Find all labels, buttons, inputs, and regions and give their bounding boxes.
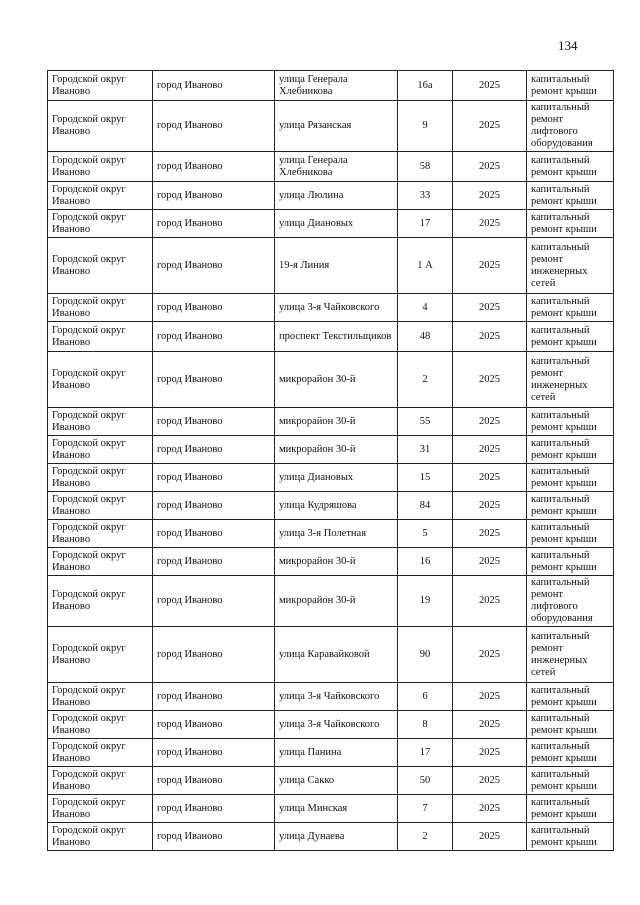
- cell-district: Городской округ Иваново: [48, 711, 153, 739]
- table-row: [48, 436, 614, 464]
- cell-work-type: капитальный ремонт крыши: [527, 408, 614, 436]
- cell-district: Городской округ Иваново: [48, 492, 153, 520]
- cell-district: Городской округ Иваново: [48, 795, 153, 823]
- cell-district: Городской округ Иваново: [48, 627, 153, 683]
- cell-street: улица Генерала Хлебникова: [275, 152, 398, 182]
- cell-work-type: капитальный ремонт крыши: [527, 182, 614, 210]
- cell-year: 2025: [453, 152, 527, 182]
- table-row: [48, 352, 614, 408]
- cell-work-type: капитальный ремонт крыши: [527, 520, 614, 548]
- cell-house-number: 7: [398, 795, 453, 823]
- cell-house-number: 90: [398, 627, 453, 683]
- cell-house-number: 17: [398, 210, 453, 238]
- cell-city: город Иваново: [153, 101, 275, 152]
- table-row: [48, 464, 614, 492]
- cell-street: проспект Текстильщиков: [275, 322, 398, 352]
- table-row: [48, 548, 614, 576]
- cell-city: город Иваново: [153, 576, 275, 627]
- cell-street: улица Дунаева: [275, 823, 398, 851]
- cell-house-number: 17: [398, 739, 453, 767]
- cell-house-number: 48: [398, 322, 453, 352]
- cell-city: город Иваново: [153, 152, 275, 182]
- cell-house-number: 9: [398, 101, 453, 152]
- cell-house-number: 58: [398, 152, 453, 182]
- cell-district: Городской округ Иваново: [48, 436, 153, 464]
- table-row: [48, 767, 614, 795]
- cell-city: город Иваново: [153, 294, 275, 322]
- cell-street: улица 3-я Полетная: [275, 520, 398, 548]
- cell-year: 2025: [453, 520, 527, 548]
- cell-work-type: капитальный ремонт крыши: [527, 322, 614, 352]
- cell-year: 2025: [453, 739, 527, 767]
- cell-street: улица Рязанская: [275, 101, 398, 152]
- cell-work-type: капитальный ремонт крыши: [527, 548, 614, 576]
- cell-work-type: капитальный ремонт крыши: [527, 795, 614, 823]
- cell-work-type: капитальный ремонт крыши: [527, 739, 614, 767]
- table-row: [48, 152, 614, 182]
- cell-district: Городской округ Иваново: [48, 182, 153, 210]
- cell-work-type: капитальный ремонт инженерных сетей: [527, 238, 614, 294]
- cell-city: город Иваново: [153, 683, 275, 711]
- cell-district: Городской округ Иваново: [48, 823, 153, 851]
- cell-street: улица 3-я Чайковского: [275, 711, 398, 739]
- table-row: [48, 795, 614, 823]
- cell-street: улица 3-я Чайковского: [275, 294, 398, 322]
- table-row: [48, 294, 614, 322]
- repair-schedule-table: [47, 70, 614, 851]
- cell-house-number: 84: [398, 492, 453, 520]
- cell-street: улица Минская: [275, 795, 398, 823]
- cell-year: 2025: [453, 627, 527, 683]
- cell-city: город Иваново: [153, 795, 275, 823]
- table-row: [48, 408, 614, 436]
- cell-house-number: 15: [398, 464, 453, 492]
- cell-house-number: 31: [398, 436, 453, 464]
- cell-street: улица Люлина: [275, 182, 398, 210]
- cell-district: Городской округ Иваново: [48, 152, 153, 182]
- cell-city: город Иваново: [153, 739, 275, 767]
- cell-year: 2025: [453, 492, 527, 520]
- table-row: [48, 322, 614, 352]
- cell-house-number: 33: [398, 182, 453, 210]
- cell-district: Городской округ Иваново: [48, 739, 153, 767]
- cell-city: город Иваново: [153, 711, 275, 739]
- cell-street: микрорайон 30-й: [275, 408, 398, 436]
- cell-district: Городской округ Иваново: [48, 322, 153, 352]
- cell-year: 2025: [453, 767, 527, 795]
- cell-district: Городской округ Иваново: [48, 352, 153, 408]
- cell-year: 2025: [453, 408, 527, 436]
- cell-city: город Иваново: [153, 71, 275, 101]
- cell-work-type: капитальный ремонт инженерных сетей: [527, 352, 614, 408]
- table-body: [48, 71, 614, 851]
- table-row: [48, 739, 614, 767]
- cell-work-type: капитальный ремонт крыши: [527, 492, 614, 520]
- cell-year: 2025: [453, 71, 527, 101]
- cell-street: улица Панина: [275, 739, 398, 767]
- cell-year: 2025: [453, 182, 527, 210]
- table-row: [48, 711, 614, 739]
- cell-year: 2025: [453, 711, 527, 739]
- cell-city: город Иваново: [153, 210, 275, 238]
- cell-year: 2025: [453, 795, 527, 823]
- cell-street: микрорайон 30-й: [275, 548, 398, 576]
- cell-city: город Иваново: [153, 238, 275, 294]
- cell-year: 2025: [453, 548, 527, 576]
- cell-house-number: 2: [398, 823, 453, 851]
- cell-work-type: капитальный ремонт крыши: [527, 711, 614, 739]
- cell-city: город Иваново: [153, 464, 275, 492]
- cell-house-number: 2: [398, 352, 453, 408]
- cell-city: город Иваново: [153, 548, 275, 576]
- cell-house-number: 50: [398, 767, 453, 795]
- cell-district: Городской округ Иваново: [48, 683, 153, 711]
- cell-year: 2025: [453, 576, 527, 627]
- table-row: [48, 520, 614, 548]
- cell-work-type: капитальный ремонт крыши: [527, 464, 614, 492]
- cell-work-type: капитальный ремонт крыши: [527, 683, 614, 711]
- table-row: [48, 182, 614, 210]
- cell-city: город Иваново: [153, 408, 275, 436]
- cell-year: 2025: [453, 352, 527, 408]
- table-row: [48, 823, 614, 851]
- cell-street: 19-я Линия: [275, 238, 398, 294]
- cell-year: 2025: [453, 238, 527, 294]
- cell-city: город Иваново: [153, 182, 275, 210]
- cell-year: 2025: [453, 436, 527, 464]
- cell-house-number: 16а: [398, 71, 453, 101]
- cell-work-type: капитальный ремонт крыши: [527, 210, 614, 238]
- cell-district: Городской округ Иваново: [48, 548, 153, 576]
- cell-district: Городской округ Иваново: [48, 71, 153, 101]
- cell-year: 2025: [453, 683, 527, 711]
- cell-street: улица Диановых: [275, 464, 398, 492]
- cell-house-number: 6: [398, 683, 453, 711]
- cell-work-type: капитальный ремонт лифтового оборудования: [527, 576, 614, 627]
- table-row: [48, 683, 614, 711]
- cell-city: город Иваново: [153, 322, 275, 352]
- cell-house-number: 8: [398, 711, 453, 739]
- table-row: [48, 210, 614, 238]
- cell-district: Городской округ Иваново: [48, 294, 153, 322]
- cell-district: Городской округ Иваново: [48, 520, 153, 548]
- cell-work-type: капитальный ремонт крыши: [527, 436, 614, 464]
- table-row: [48, 576, 614, 627]
- table-row: [48, 238, 614, 294]
- cell-work-type: капитальный ремонт крыши: [527, 767, 614, 795]
- cell-work-type: капитальный ремонт лифтового оборудования: [527, 101, 614, 152]
- cell-house-number: 55: [398, 408, 453, 436]
- table-row: [48, 101, 614, 152]
- cell-year: 2025: [453, 294, 527, 322]
- cell-street: улица Кудряшова: [275, 492, 398, 520]
- cell-work-type: капитальный ремонт крыши: [527, 823, 614, 851]
- cell-year: 2025: [453, 322, 527, 352]
- cell-street: микрорайон 30-й: [275, 352, 398, 408]
- cell-work-type: капитальный ремонт инженерных сетей: [527, 627, 614, 683]
- table-row: [48, 492, 614, 520]
- cell-city: город Иваново: [153, 520, 275, 548]
- cell-city: город Иваново: [153, 767, 275, 795]
- cell-street: улица Каравайковой: [275, 627, 398, 683]
- cell-district: Городской округ Иваново: [48, 101, 153, 152]
- cell-house-number: 19: [398, 576, 453, 627]
- page-number: 134: [558, 38, 578, 53]
- cell-city: город Иваново: [153, 627, 275, 683]
- cell-district: Городской округ Иваново: [48, 210, 153, 238]
- cell-city: город Иваново: [153, 436, 275, 464]
- cell-work-type: капитальный ремонт крыши: [527, 152, 614, 182]
- cell-street: микрорайон 30-й: [275, 436, 398, 464]
- cell-year: 2025: [453, 101, 527, 152]
- cell-work-type: капитальный ремонт крыши: [527, 71, 614, 101]
- cell-district: Городской округ Иваново: [48, 464, 153, 492]
- cell-district: Городской округ Иваново: [48, 576, 153, 627]
- cell-house-number: 4: [398, 294, 453, 322]
- cell-city: город Иваново: [153, 823, 275, 851]
- cell-street: улица Сакко: [275, 767, 398, 795]
- cell-year: 2025: [453, 464, 527, 492]
- cell-work-type: капитальный ремонт крыши: [527, 294, 614, 322]
- cell-district: Городской округ Иваново: [48, 408, 153, 436]
- cell-house-number: 16: [398, 548, 453, 576]
- table-row: [48, 71, 614, 101]
- cell-district: Городской округ Иваново: [48, 238, 153, 294]
- cell-house-number: 1 А: [398, 238, 453, 294]
- cell-street: улица Диановых: [275, 210, 398, 238]
- cell-street: микрорайон 30-й: [275, 576, 398, 627]
- cell-district: Городской округ Иваново: [48, 767, 153, 795]
- cell-year: 2025: [453, 823, 527, 851]
- cell-street: улица 3-я Чайковского: [275, 683, 398, 711]
- cell-city: город Иваново: [153, 352, 275, 408]
- cell-city: город Иваново: [153, 492, 275, 520]
- cell-street: улица Генерала Хлебникова: [275, 71, 398, 101]
- table-row: [48, 627, 614, 683]
- cell-house-number: 5: [398, 520, 453, 548]
- cell-year: 2025: [453, 210, 527, 238]
